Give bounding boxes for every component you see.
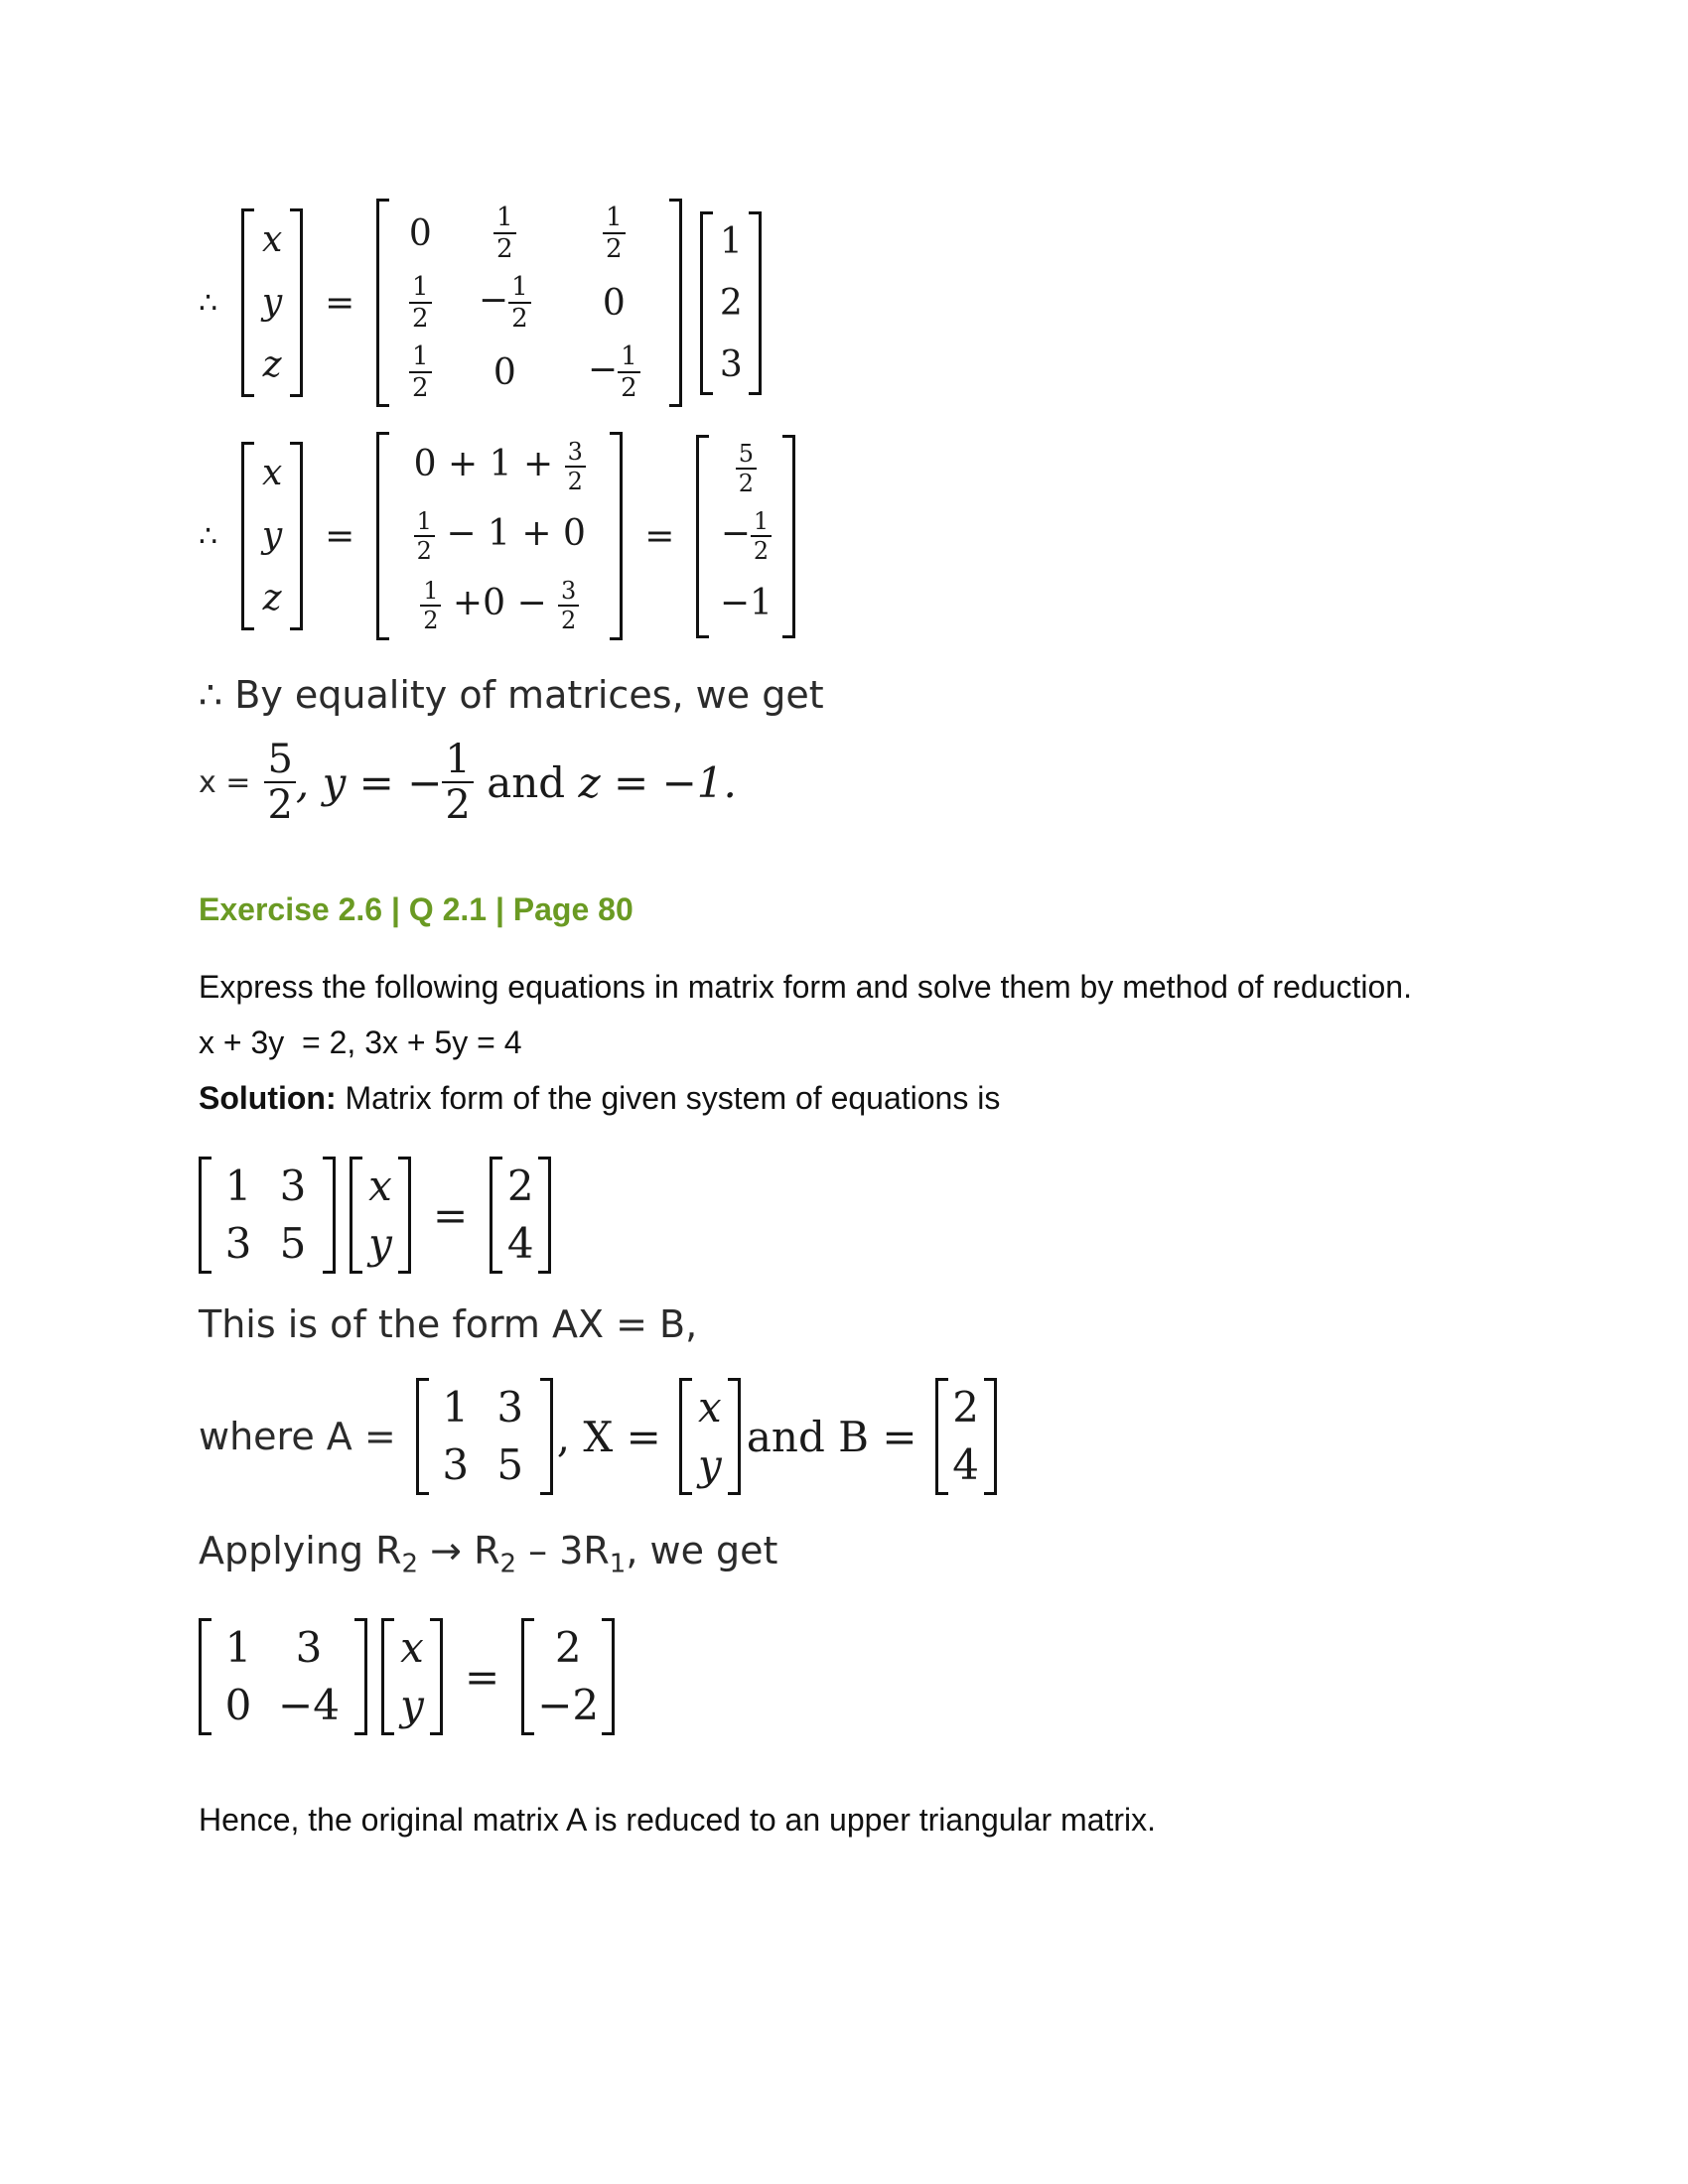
subscript: 2 [401, 1549, 419, 1579]
y-numerator: 1 [442, 740, 473, 783]
question-text: Express the following equations in matrix form and solve them by method of reduction. [199, 969, 1412, 1005]
vector-entry: x [400, 1622, 424, 1672]
subscript: 2 [499, 1549, 517, 1579]
equals-sign: = [433, 1190, 469, 1240]
vector-entry: z [262, 578, 282, 618]
vector-entry: 4 [952, 1439, 979, 1489]
equals-sign: = [465, 1652, 500, 1702]
matrix-entry: 1 [224, 1622, 252, 1672]
we-get-text: , we get [626, 1529, 778, 1572]
where-definitions [199, 1378, 997, 1495]
inverse-matrix [376, 199, 682, 407]
matrix-entry: 3 [279, 1160, 307, 1210]
vector-entry: 2 [506, 1160, 534, 1210]
matrix-a [199, 1157, 336, 1274]
vector-entry: 4 [506, 1218, 534, 1268]
matrix-entry: 1 [224, 1160, 252, 1210]
fraction: $\frac{1}{2}$ [409, 274, 432, 332]
solution-text: Matrix form of the given system of equations is [336, 1080, 1001, 1116]
x-label: x = [199, 764, 251, 800]
exercise-heading: Exercise 2.6 | Q 2.1 | Page 80 [199, 891, 633, 927]
matrix-entry: 0 [602, 282, 626, 324]
matrix-entry: 3 [295, 1622, 323, 1672]
matrix-b [490, 1157, 551, 1274]
matrix-entry: 0 [492, 351, 516, 393]
vector-entry: x [261, 453, 283, 493]
vector-entry: −2 [537, 1680, 600, 1729]
vector-entry: 2 [952, 1382, 979, 1432]
equality-statement: ∴ By equality of matrices, we get [199, 673, 824, 717]
fraction: $\frac{1}{2}$ [493, 205, 516, 262]
matrix-entry: 5 [279, 1218, 307, 1268]
xyz-vector [241, 208, 303, 397]
vector-entry: x [368, 1160, 392, 1210]
sum-row: $\frac{1}{2}$ +0 − $\frac{3}{2}$ [420, 579, 579, 632]
where-label: where A = [199, 1415, 396, 1458]
vector-entry: 2 [554, 1622, 582, 1672]
equation-inverse-product [199, 199, 762, 407]
vector-entry: y [697, 1439, 722, 1489]
reduced-matrix-b [521, 1618, 615, 1735]
solution-values [199, 737, 737, 828]
y-fraction [442, 737, 473, 828]
y-label: , y = − [295, 757, 443, 807]
matrix-entry: 3 [442, 1439, 470, 1489]
row-operation [199, 1529, 777, 1579]
therefore-symbol: ∴ [199, 518, 218, 554]
equals-sign: = [325, 515, 355, 557]
equations-text: x + 3y = 2, 3x + 5y = 4 [199, 1024, 522, 1060]
sum-row: 0 + 1 + $\frac{3}{2}$ [414, 440, 586, 493]
applying-text: Applying R [199, 1529, 402, 1572]
reduced-equation [199, 1618, 615, 1735]
matrix-b [935, 1378, 997, 1495]
therefore-symbol: ∴ [199, 285, 218, 321]
matrix-entry: 3 [224, 1218, 252, 1268]
vector-entry: y [261, 515, 283, 556]
fraction: $\frac{1}{2}$ [409, 343, 432, 401]
vector-entry: 3 [719, 344, 743, 385]
x-denominator: 2 [267, 782, 293, 828]
form-statement: This is of the form AX = B, [199, 1302, 698, 1346]
x-fraction [264, 737, 295, 828]
minus-text: – 3R [516, 1529, 610, 1572]
matrix-entry: 0 [224, 1680, 252, 1729]
matrix-x [679, 1378, 741, 1495]
matrix-a [416, 1378, 553, 1495]
x-equals: , X = [556, 1412, 661, 1461]
matrix-entry: 1 [442, 1382, 470, 1432]
equals-sign: = [644, 515, 675, 557]
vector-entry: 1 [719, 221, 743, 262]
matrix-entry: −4 [278, 1680, 340, 1729]
matrix-entry: − $\frac{1}{2}$ [588, 343, 640, 401]
and-word: and [473, 757, 579, 807]
solution-line [199, 1080, 1000, 1117]
matrix-entry: 0 [408, 212, 432, 254]
equation-evaluated-product [199, 432, 795, 640]
y-denominator: 2 [445, 782, 471, 828]
equals-sign: = [325, 282, 355, 324]
arrow-text: → R [418, 1529, 500, 1572]
solution-label: Solution: [199, 1080, 337, 1116]
matrix-entry: 3 [496, 1382, 524, 1432]
vector-entry: y [400, 1680, 424, 1729]
sum-row: $\frac{1}{2}$ − 1 + 0 [414, 509, 586, 563]
matrix-entry: − $\frac{1}{2}$ [479, 274, 531, 332]
subscript: 1 [609, 1549, 627, 1579]
vector-entry: 2 [719, 283, 743, 324]
conclusion-text: Hence, the original matrix A is reduced to an upper triangular matrix. [199, 1802, 1157, 1838]
vector-entry: y [261, 282, 283, 323]
x-numerator: 5 [264, 740, 295, 783]
fraction: $\frac{1}{2}$ [603, 205, 626, 262]
vector-entry: y [368, 1218, 392, 1268]
matrix-entry: 5 [496, 1439, 524, 1489]
result-vector [696, 435, 795, 638]
matrix-x [381, 1618, 443, 1735]
expanded-sum-matrix [376, 432, 623, 640]
vector-entry: − $\frac{1}{2}$ [721, 509, 772, 563]
z-value: z = −1. [578, 757, 737, 807]
vector-entry: z [262, 344, 282, 385]
constant-vector [700, 211, 762, 395]
xyz-vector [241, 442, 303, 630]
fraction: $\frac{5}{2}$ [736, 442, 757, 495]
and-b-equals: and B = [746, 1412, 917, 1461]
vector-entry: x [261, 219, 283, 260]
matrix-form-equation [199, 1157, 551, 1274]
reduced-matrix-a [199, 1618, 367, 1735]
vector-entry: x [698, 1382, 722, 1432]
vector-entry: −1 [719, 583, 773, 623]
matrix-x [350, 1157, 411, 1274]
